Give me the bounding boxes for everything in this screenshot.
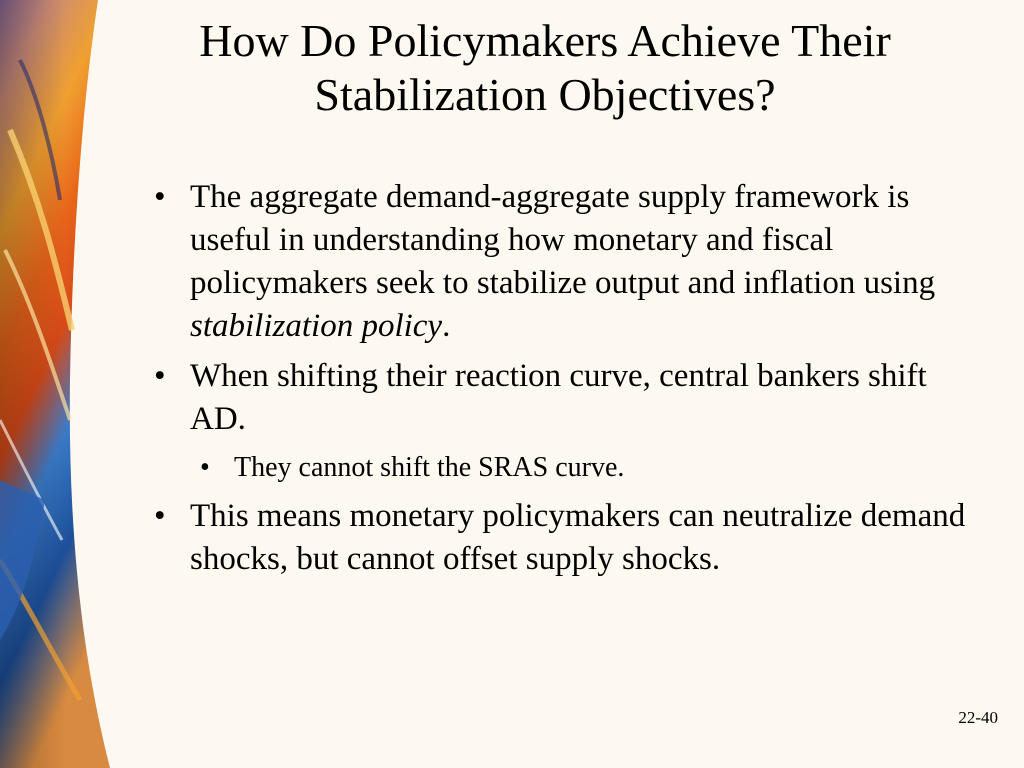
bullet-1-emphasis: stabilization policy	[190, 308, 443, 344]
bullet-dot: •	[154, 498, 166, 534]
bullet-dot: •	[154, 358, 166, 394]
bullet-1-end: .	[442, 308, 451, 344]
bullet-3-text: This means monetary policymakers can neutralize demand shocks, but cannot offset supply shocks.	[190, 498, 966, 577]
title-line-2: Stabilization Objectives?	[314, 69, 776, 120]
slide-title	[100, 14, 990, 122]
sub-bullet-item-1	[150, 448, 970, 488]
bullet-dot: •	[154, 179, 166, 215]
bullet-1-text: The aggregate demand-aggregate supply framework is useful in understanding how monetary and fiscal policymakers seek to stabilize output and inflation using	[190, 179, 936, 301]
sub-bullet-1-text: They cannot shift the SRAS curve.	[234, 452, 625, 483]
slide-number: 22-40	[958, 708, 998, 727]
bullet-list	[150, 176, 970, 588]
title-line-1: How Do Policymakers Achieve Their	[199, 15, 891, 66]
sub-bullet-dot: •	[200, 452, 210, 483]
bullet-item-1	[150, 176, 970, 348]
bullet-2-text: When shifting their reaction curve, central bankers shift AD.	[190, 358, 927, 437]
bullet-item-3	[150, 495, 970, 581]
bullet-item-2	[150, 355, 970, 441]
